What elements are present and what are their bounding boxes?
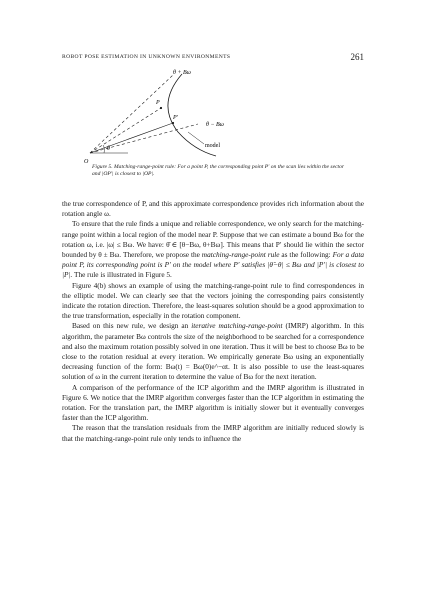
matching-range-diagram	[70, 66, 280, 164]
figure-5	[70, 66, 280, 164]
paragraph-2-rule: For a data point P, its corresponding point is P′ on the model where P′ satisfies |θ̂−θ| ≤ Bω and |P′| is closest to |P|.	[62, 250, 364, 280]
point-p	[160, 107, 162, 109]
upper-bound-label: θ + Bω	[173, 70, 191, 76]
paragraph-4	[62, 321, 364, 382]
theta-label: θ	[107, 146, 110, 152]
paragraph-2-text-c: The rule is illustrated in Figure 5.	[72, 270, 172, 280]
paragraph-3: Figure 4(b) shows an example of using the matching-range-point rule to find correspondences in the elliptic model. We can clearly see that the vectors joining the corresponding pairs consistently indicate the rotation direction. Therefore, the least-squares solution should be a good approximation to the true transformation, especially in the rotation component.	[62, 280, 364, 321]
page-header	[62, 52, 364, 64]
body-text	[62, 199, 364, 444]
model-label: model	[205, 143, 220, 149]
page-number: 261	[350, 52, 364, 62]
theta-arc	[103, 145, 104, 153]
paragraph-2-text-b: as the following:	[279, 250, 333, 260]
paragraph-2-text-a: To ensure that the rule finds a unique and reliable correspondence, we only search for the matching-range point within a local region of the model near P. Suppose that we can estimate a bound Bω for the rotation ω, i.e. |ω| ≤ Bω. We have: θ̂ ∈ [θ−Bω, θ+Bω]. This means that P′ should lie within the sector bounded by θ ± Bω. Therefore, we propose the	[62, 219, 364, 260]
point-pprime	[172, 122, 174, 124]
paragraph-1: the true correspondence of P, and this approximate correspondence provides rich information about the rotation angle ω.	[62, 199, 364, 219]
paragraph-2-term: matching-range-point rule	[201, 250, 280, 260]
paragraph-4-text-b: (IMRP) algorithm. In this algorithm, the parameter Bω controls the size of the neighborhood to be searched for a correspondence and also the maximum rotation possibly solved in one iteration. Thus it will be best to choose Bω to be close to the rotation residual at every iteration. We empirically generate Bω using an exponentially decreasing function of the form: Bω(t) = Bω(0)e^−αt. It is also possible to use the least-squares solution of ω in the current iteration to determine the value of Bω for the next iteration.	[62, 321, 364, 382]
ray-to-pprime	[90, 123, 173, 153]
model-pointer	[188, 132, 204, 144]
point-pprime-label: P′	[173, 115, 178, 121]
running-head: ROBOT POSE ESTIMATION IN UNKNOWN ENVIRONMENTS	[62, 54, 231, 60]
origin-label: O	[84, 159, 89, 165]
paragraph-5: A comparison of the performance of the ICP algorithm and the IMRP algorithm is illustrated in Figure 6. We notice that the IMRP algorithm converges faster than the ICP algorithm in estimating the rotation. For the translation part, the IMRP algorithm is initially slower but it eventually converges faster than the ICP algorithm.	[62, 382, 364, 423]
point-p-label: P	[156, 100, 160, 106]
figure-caption: Figure 5. Matching-range-point rule: For a point P, the corresponding point P′ on the scan lies within the sector and |OP′| is closest to |OP|.	[92, 164, 345, 177]
upper-bound-ray	[90, 75, 173, 153]
lower-bound-label: θ − Bω	[206, 122, 224, 128]
paragraph-4-term: iterative matching-range-point	[191, 321, 283, 331]
paragraph-4-text-a: Based on this new rule, we design an	[72, 321, 192, 331]
ray-to-p	[90, 108, 161, 153]
paragraph-2	[62, 219, 364, 280]
paragraph-6: The reason that the translation residuals from the IMRP algorithm are initially reduced slowly is that the matching-range-point rule only tends to influence the	[62, 423, 364, 443]
